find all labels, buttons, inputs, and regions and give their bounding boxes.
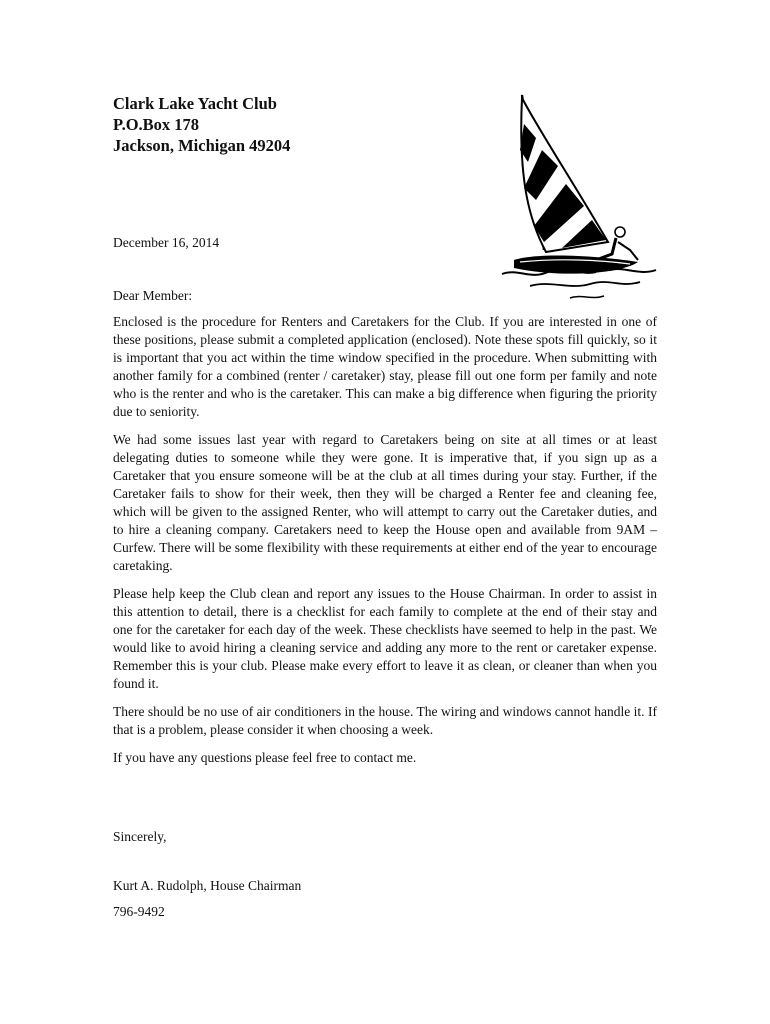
phone-number: 796-9492 bbox=[113, 904, 165, 919]
po-box: P.O.Box 178 bbox=[113, 115, 200, 134]
club-name: Clark Lake Yacht Club bbox=[113, 94, 277, 113]
letterhead bbox=[113, 93, 290, 156]
letter-body bbox=[113, 313, 657, 777]
paragraph: If you have any questions please feel free to contact me. bbox=[113, 750, 417, 765]
paragraph: Please help keep the Club clean and report any issues to the House Chairman. In order to assist in this attention to detail, there is a checklist for each family to complete at the end of their stay and one for the caretaker for each day of the week. These checklists have seemed to help in the past. We would like to avoid hiring a cleaning service and adding any more to the rent or caretaker expense. Remember this is your club. Please make every effort to leave it as clean, or cleaner than when you found it. bbox=[113, 586, 657, 691]
letter-date: December 16, 2014 bbox=[113, 235, 220, 250]
salutation: Dear Member: bbox=[113, 288, 193, 303]
city-state: Jackson, Michigan 49204 bbox=[113, 136, 291, 155]
paragraph: We had some issues last year with regard to Caretakers being on site at all times or at least delegating duties to someone while they were gone. It is imperative that, if you sign up as a Caretaker that you ensure someone will be at the club at all times during your stay. Further, if the Caretaker fails to show for their week, then they will be charged a Renter fee and cleaning fee, which will be given to the assigned Renter, who will attempt to carry out the Caretaker duties, and to hire a cleaning company. Caretakers need to keep the House open and available from 9AM – Curfew. There will be some flexibility with these requirements at either end of the year to encourage caretaking. bbox=[113, 432, 657, 573]
paragraph: Enclosed is the procedure for Renters and Caretakers for the Club. If you are interested in one of these positions, please submit a completed application (enclosed). Note these spots fill quickly, so it is important that you act within the time window specified in the procedure. When submitting with another family for a combined (renter / caretaker) stay, please fill out one form per family and note who is the renter and who is the caretaker. This can make a big difference when figuring the priority due to seniority. bbox=[113, 314, 657, 419]
closing: Sincerely, bbox=[113, 829, 167, 844]
paragraph: There should be no use of air conditioners in the house. The wiring and windows cannot handle it. If that is a problem, please consider it when choosing a week. bbox=[113, 704, 657, 737]
sailboat-icon bbox=[500, 92, 662, 302]
signer-name: Kurt A. Rudolph, House Chairman bbox=[113, 878, 302, 893]
